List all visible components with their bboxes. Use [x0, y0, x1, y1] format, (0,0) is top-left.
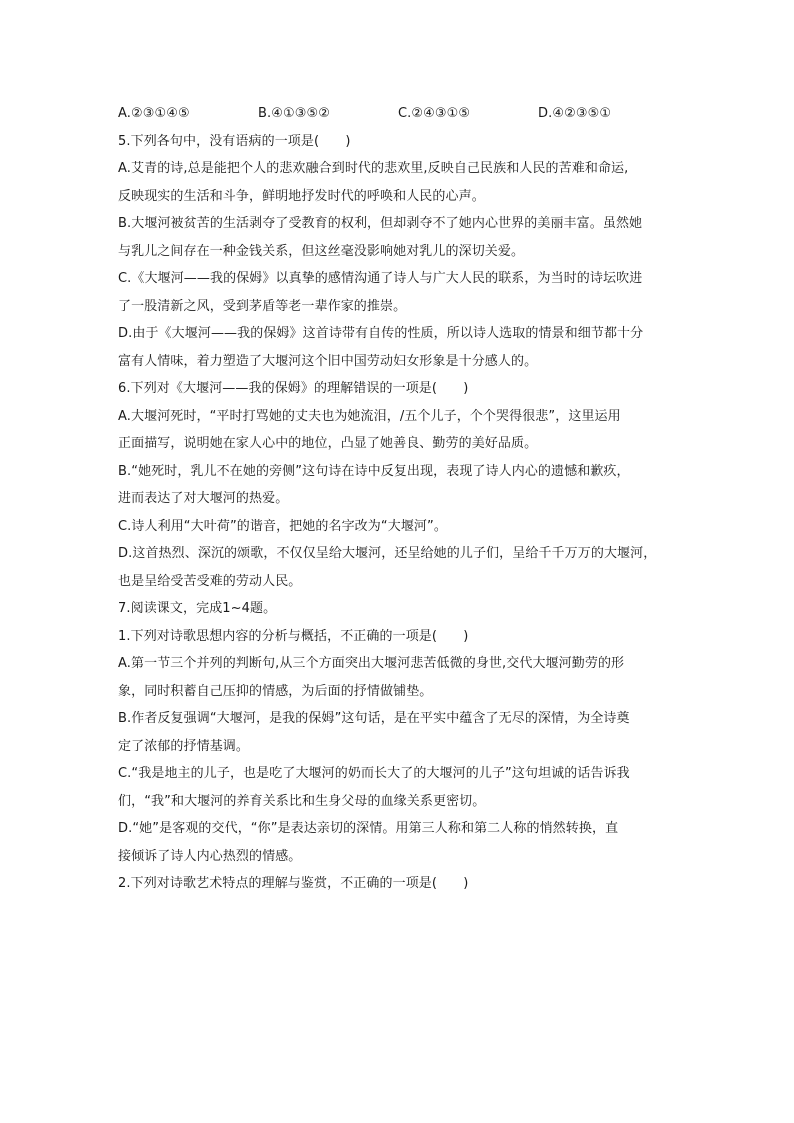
document-page [118, 100, 678, 898]
q6-option-a-line2: 正面描写，说明她在家人心中的地位，凸显了她善良、勤劳的美好品质。 [118, 436, 538, 451]
q7-option-a-line1: A.第一节三个并列的判断句,从三个方面突出大堰河悲苦低微的身世,交代大堰河勤劳的形 [118, 656, 625, 671]
q5-option-a-line1: A.艾青的诗,总是能把个人的悲欢融合到时代的悲欢里,反映自己民族和人民的苦难和命运, [118, 161, 629, 176]
question-7-stem: 7.阅读课文，完成1~4题。 [118, 601, 277, 616]
option-d: D.④②③⑤① [538, 106, 612, 121]
q7-option-d-line2: 接倾诉了诗人内心热烈的情感。 [118, 848, 302, 864]
q5-option-d-line1: D.由于《大堰河——我的保姆》这首诗带有自传的性质，所以诗人选取的情景和细节都十分 [118, 326, 644, 341]
q5-option-b-line1: B.大堰河被贫苦的生活剥夺了受教育的权利，但却剥夺不了她内心世界的美丽丰富。虽然她 [118, 216, 643, 231]
q5-option-c-line2: 了一股清新之风，受到茅盾等老一辈作家的推崇。 [118, 298, 407, 314]
q5-option-d-line2: 富有人情味，着力塑造了大堰河这个旧中国劳动妇女形象是十分感人的。 [118, 353, 538, 369]
q5-option-a-line2: 反映现实的生活和斗争，鲜明地抒发时代的呼唤和人民的心声。 [118, 188, 485, 204]
option-a: A.②③①④⑤ [118, 106, 190, 121]
q6-option-b-line2: 进而表达了对大堰河的热爱。 [118, 491, 289, 506]
q7-subquestion-1: 1.下列对诗歌思想内容的分析与概括，不正确的一项是( ) [118, 628, 469, 644]
q7-option-b-line2: 定了浓郁的抒情基调。 [118, 738, 250, 754]
question-4-options [118, 100, 678, 128]
q6-option-b-line1: B.“她死时，乳儿不在她的旁侧”这句诗在诗中反复出现，表现了诗人内心的遗憾和歉疚， [118, 463, 630, 479]
q7-option-d-line1: D.“她”是客观的交代，“你”是表达亲切的深情。用第三人称和第二人称的悄然转换，直 [118, 821, 619, 836]
option-b: B.④①③⑤② [258, 106, 331, 121]
q6-option-a-line1: A.大堰河死时，“平时打骂她的丈夫也为她流泪，/五个儿子，个个哭得很悲”，这里运用 [118, 408, 621, 424]
q6-option-c-line1: C.诗人利用“大叶荷”的谐音，把她的名字改为“大堰河”。 [118, 518, 447, 534]
q5-option-c-line1: C.《大堰河——我的保姆》以真挚的感情沟通了诗人与广大人民的联系，为当时的诗坛吹进 [118, 271, 643, 286]
q7-option-c-line1: C.“我是地主的儿子，也是吃了大堰河的奶而长大了的大堰河的儿子”这句坦诚的话告诉我 [118, 766, 630, 781]
q7-subquestion-2: 2.下列对诗歌艺术特点的理解与鉴赏，不正确的一项是( ) [118, 876, 469, 891]
q6-option-d-line1: D.这首热烈、深沉的颂歌，不仅仅呈给大堰河，还呈给她的儿子们，呈给千千万万的大堰河， [118, 546, 657, 561]
q5-option-b-line2: 与乳儿之间存在一种金钱关系，但这丝毫没影响她对乳儿的深切关爱。 [118, 243, 525, 259]
question-5-stem: 5.下列各句中，没有语病的一项是( ) [118, 133, 351, 149]
option-c: C.②④③①⑤ [398, 106, 471, 121]
q7-option-b-line1: B.作者反复强调“大堰河，是我的保姆”这句话，是在平实中蕴含了无尽的深情，为全诗奠 [118, 711, 630, 726]
q6-option-d-line2: 也是呈给受苦受难的劳动人民。 [118, 573, 302, 589]
question-6-stem: 6.下列对《大堰河——我的保姆》的理解错误的一项是( ) [118, 381, 469, 396]
q7-option-a-line2: 象，同时积蓄自己压抑的情感，为后面的抒情做铺垫。 [118, 683, 433, 699]
q7-option-c-line2: 们，“我”和大堰河的养育关系比和生身父母的血缘关系更密切。 [118, 793, 486, 809]
